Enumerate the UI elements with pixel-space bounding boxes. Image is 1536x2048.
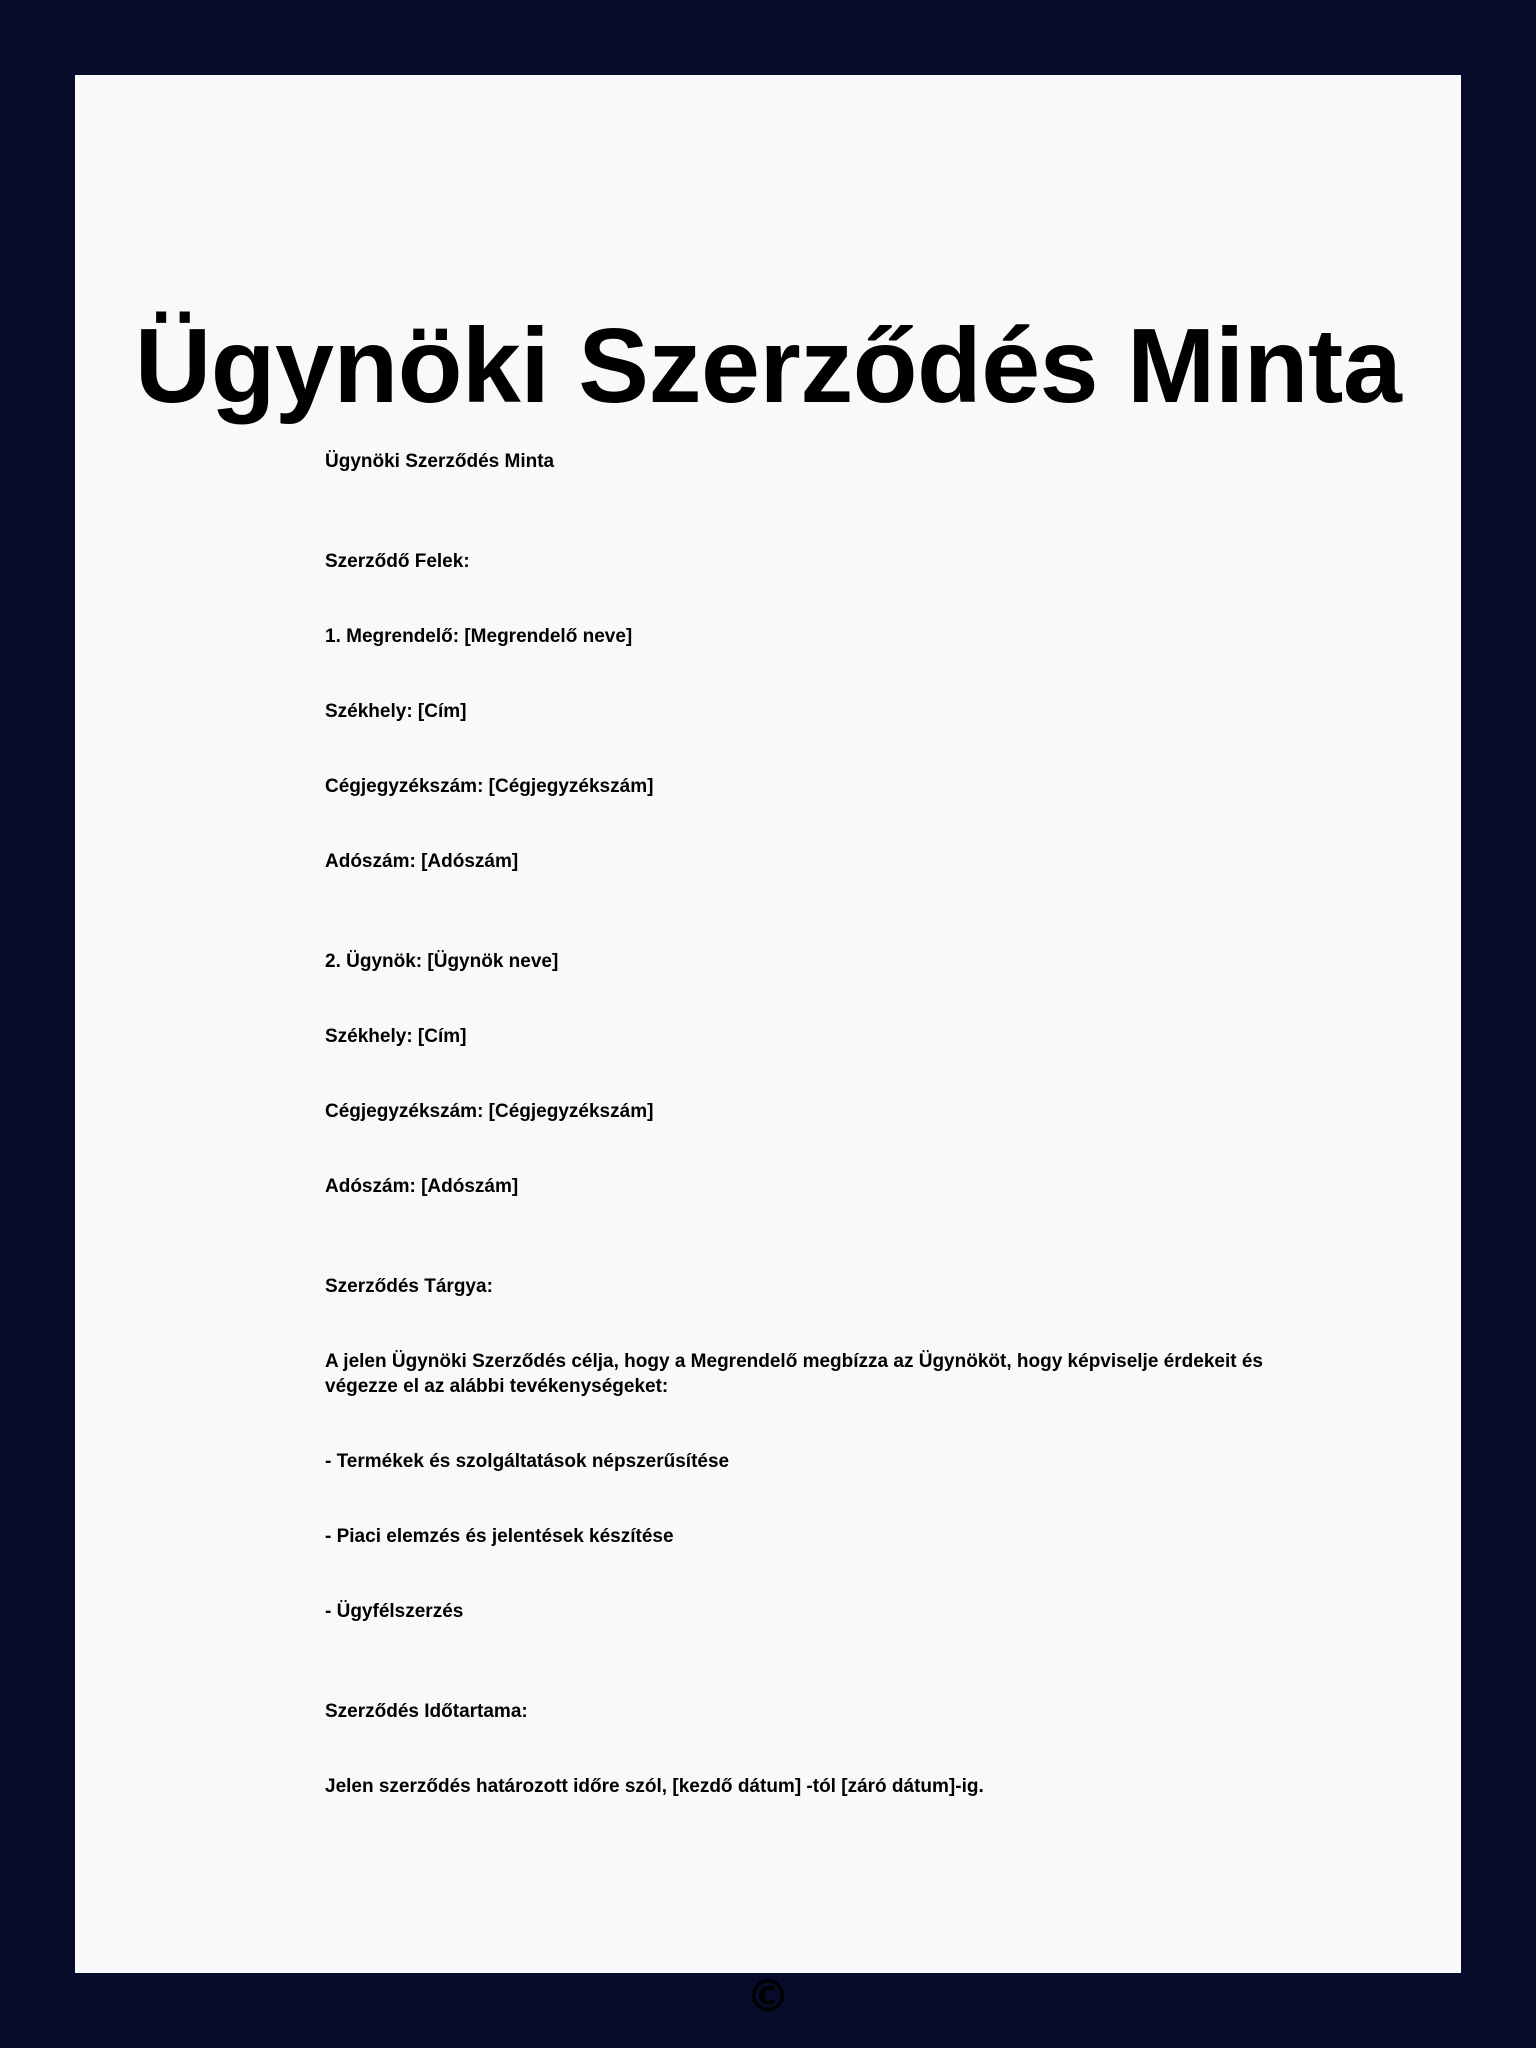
copyright-icon: © [746, 1971, 790, 2022]
agent-seat-line: Székhely: [Cím] [325, 1026, 467, 1047]
activity-item: - Termékek és szolgáltatások népszerűsítése [325, 1451, 730, 1472]
subject-text: A jelen Ügynöki Szerződés célja, hogy a Megrendelő megbízza az Ügynököt, hogy képviselje érdekeit és végezze el az alábbi tevékenységeket: [325, 1351, 1263, 1397]
client-name-line: 1. Megrendelő: [Megrendelő neve] [325, 626, 633, 647]
agent-registration-line: Cégjegyzékszám: [Cégjegyzékszám] [325, 1101, 654, 1122]
agent-name-line: 2. Ügynök: [Ügynök neve] [325, 951, 559, 972]
document-title: Ügynöki Szerződés Minta [134, 307, 1402, 425]
duration-heading: Szerződés Időtartama: [325, 1701, 528, 1722]
document-page [75, 75, 1461, 2022]
client-registration-line: Cégjegyzékszám: [Cégjegyzékszám] [325, 776, 654, 797]
activity-item: - Ügyfélszerzés [325, 1601, 464, 1622]
parties-heading: Szerződő Felek: [325, 551, 470, 572]
document-subtitle: Ügynöki Szerződés Minta [325, 451, 555, 472]
subject-heading: Szerződés Tárgya: [325, 1276, 493, 1297]
activity-item: - Piaci elemzés és jelentések készítése [325, 1526, 674, 1547]
client-seat-line: Székhely: [Cím] [325, 701, 467, 722]
duration-text: Jelen szerződés határozott időre szól, [kezdő dátum] -tól [záró dátum]-ig. [325, 1776, 984, 1797]
agent-tax-line: Adószám: [Adószám] [325, 1176, 519, 1197]
client-tax-line: Adószám: [Adószám] [325, 851, 519, 872]
